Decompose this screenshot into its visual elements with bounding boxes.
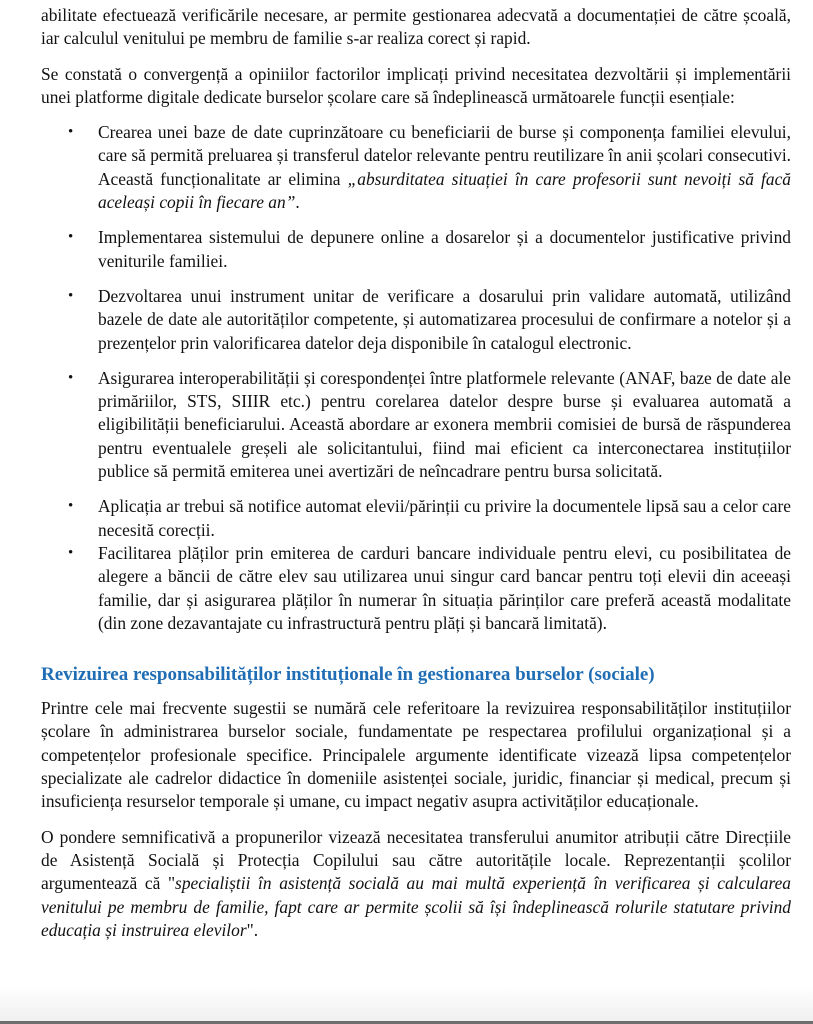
bullet-icon: •	[68, 287, 74, 304]
list-item-verification-tool	[41, 285, 791, 355]
list-item-interoperability	[41, 367, 791, 483]
quote-text: „absurditatea situației în care profesorii sunt nevoiți să facă aceleași copii în fiecare an”	[98, 168, 791, 213]
list-item-text: Crearea unei baze de date cuprinzătoare cu beneficiarii de burse și componența familiei elevului, care să permită preluarea și transferul datelor relevante pentru reutilizare în anii școlari consecutivi. Această funcționalitate ar elimina	[98, 122, 791, 189]
list-item-text: Facilitarea plăților prin emiterea de carduri bancare individuale pentru elevi, cu posibilitatea de alegere a băncii de către elev sau utilizarea unui singur card bancar pentru toți elevii din aceeași familie, dar și asigurarea plăților în numerar în situația părinților care preferă această modalitate (din zone dezavantajate cu infrastructură pentru plăți și bancară limitată).	[98, 542, 791, 633]
section-paragraph-2	[41, 826, 791, 942]
list-item-text: Aplicația ar trebui să notifice automat elevii/părinții cu privire la documentele lipsă sau a celor care necesită corecții.	[98, 496, 791, 540]
bullet-icon: •	[68, 498, 74, 515]
bottom-fade-overlay	[0, 985, 813, 1021]
platform-functions-list	[41, 121, 791, 635]
section-heading: Revizuirea responsabilităților instituționale în gestionarea burselor (sociale)	[41, 664, 655, 686]
list-item-database	[41, 121, 791, 214]
section-paragraph-1: Printre cele mai frecvente sugestii se numără cele referitoare la revizuirea responsabilităților instituțiilor școlare în administrarea burselor sociale, fundamentate pe respectarea profilului organizațional și a competențelor profesionale specifice. Principalele argumente identificate vizează lipsa competențelor specializate ale cadrelor didactice în domeniile asistenței sociale, juridic, financiar și medical, precum și insuficiența resurselor temporale și umane, cu impact negativ asupra activităților educaționale.	[41, 698, 791, 812]
intro-paragraph-continued: abilitate efectuează verificările necesare, ar permite gestionarea adecvată a documentației de către școală, iar calculul venitului pe membru de familie s-ar realiza corect și rapid.	[41, 5, 791, 49]
bullet-icon: •	[68, 229, 74, 246]
bullet-icon: •	[68, 369, 74, 386]
list-item-text: Dezvoltarea unui instrument unitar de verificare a dosarului prin validare automată, utilizând bazele de date ale autorităților competente, și automatizarea procesului de confirmare a notelor și a prezențelor prin valorificarea datelor deja disponibile în catalogul electronic.	[98, 285, 791, 353]
paragraph-suffix: ".	[246, 919, 259, 940]
quote-text: specialiștii în asistență socială au mai multă experiență în verificarea și calcularea venitului pe membru de familie, fapt care ar permite școlii să își îndeplinească rolurile statutare privind educația și instruirea elevilor	[41, 873, 791, 940]
list-item-text: Implementarea sistemului de depunere online a dosarelor și a documentelor justificative privind veniturile familiei.	[98, 227, 791, 271]
list-item-payments	[41, 542, 791, 635]
list-item-text: Asigurarea interoperabilității și corespondenței între platformele relevante (ANAF, baze de date ale primăriilor, STS, SIIIR etc.) pentru corelarea datelor despre burse și evaluarea automată a eligibilității beneficiarului. Această abordare ar exonera membrii comisiei de bursă de răspunderea pentru eventualele greșeli ale solicitantului, fiind mai eficient ca interconectarea instituțiilor publice să permită emiterea unei avertizări de neîncadrare pentru bursa solicitată.	[98, 367, 791, 482]
convergence-paragraph: Se constată o convergență a opiniilor factorilor implicați privind necesitatea dezvoltării și implementării unei platforme digitale dedicate burselor școlare care să îndeplinească următoarele funcții esențiale:	[41, 63, 791, 107]
bullet-icon: •	[68, 544, 74, 561]
list-item-online-submission	[41, 226, 791, 273]
document-content	[41, 4, 791, 954]
bullet-icon: •	[68, 124, 74, 141]
paragraph-text: O pondere semnificativă a propunerilor vizează necesitatea transferului anumitor atribuții către Direcțiile de Asistență Socială și Protecția Copilului sau către autoritățile locale. Reprezentanții școlilor argumentează că "	[41, 826, 791, 894]
list-item-suffix: .	[295, 192, 300, 213]
list-item-notifications	[41, 495, 791, 542]
